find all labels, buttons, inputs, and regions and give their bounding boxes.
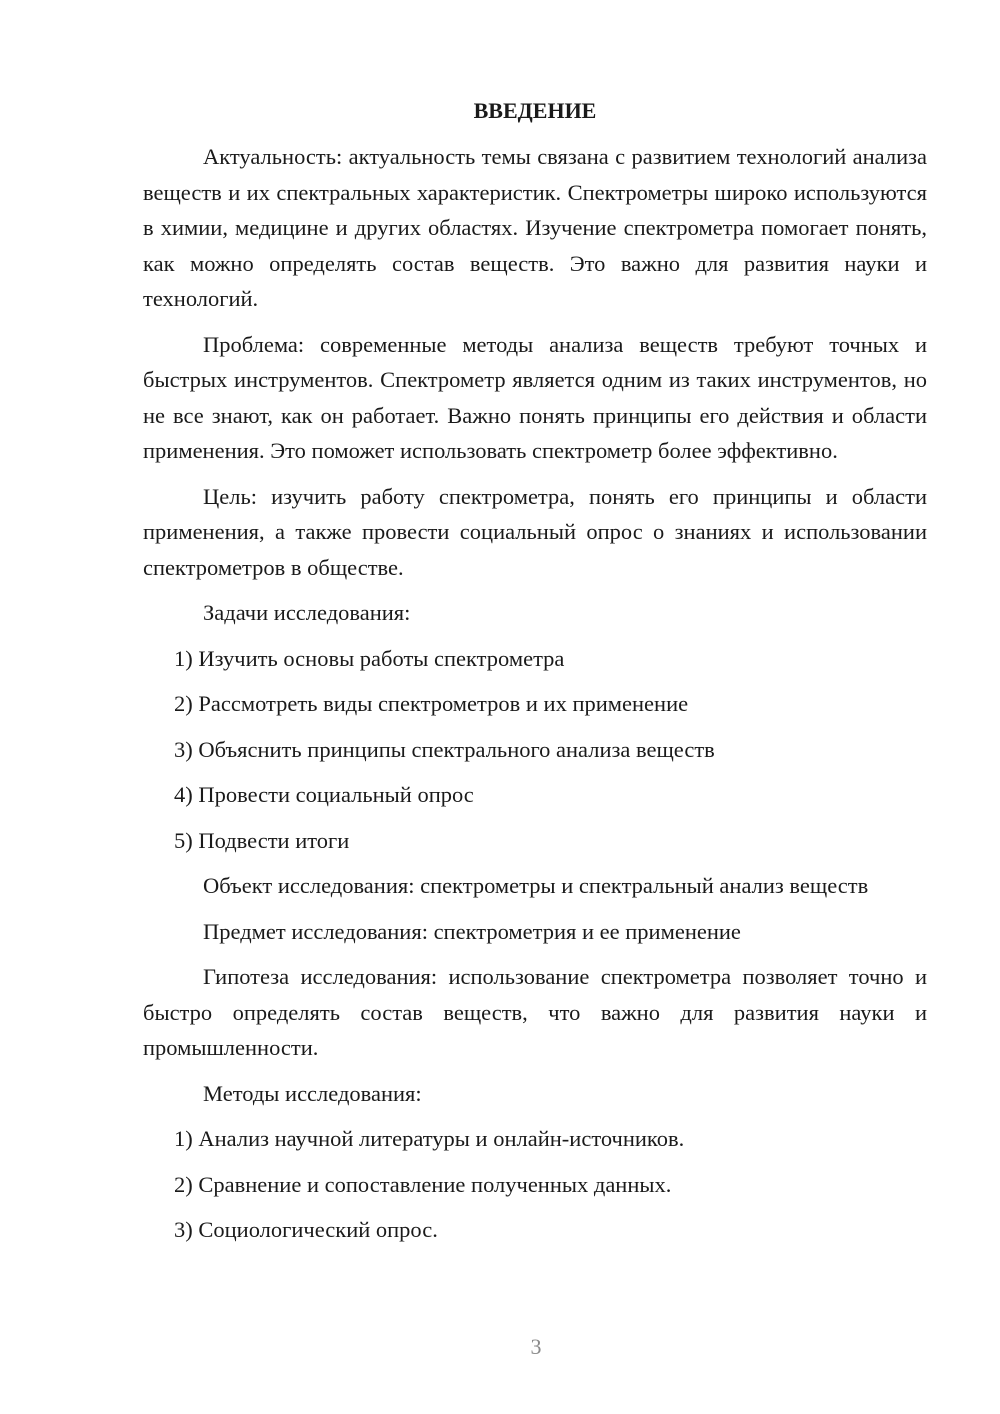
list-item-method: 1) Анализ научной литературы и онлайн-источников. xyxy=(174,1126,685,1151)
paragraph-hypothesis: Гипотеза исследования: использование спектрометра позволяет точно и быстро определять состав веществ, что важно для развития науки и промышленности. xyxy=(143,964,927,1060)
list-item-task: 5) Подвести итоги xyxy=(174,827,350,853)
paragraph-object: Объект исследования: спектрометры и спектральный анализ веществ xyxy=(203,873,869,898)
paragraph-problem: Проблема: современные методы анализа веществ требуют точных и быстрых инструментов. Спектрометр является одним из таких инструментов, но не все знают, как он работает. Важно понять принципы его действия и области применения. Это поможет использовать спектрометр более эффективно. xyxy=(143,331,927,463)
list-item-task: 3) Объяснить принципы спектрального анализа веществ xyxy=(174,736,715,762)
paragraph-subject: Предмет исследования: спектрометрия и ее применение xyxy=(203,918,741,944)
page-number: 3 xyxy=(530,1334,542,1359)
list-item-method: 2) Сравнение и сопоставление полученных данных. xyxy=(174,1171,672,1197)
list-item-method: 3) Социологический опрос. xyxy=(174,1217,438,1242)
methods-title: Методы исследования: xyxy=(203,1080,422,1106)
page-content xyxy=(143,96,927,1258)
section-heading: ВВЕДЕНИЕ xyxy=(473,98,597,123)
list-item-task: 4) Провести социальный опрос xyxy=(174,782,474,807)
list-item-task: 2) Рассмотреть виды спектрометров и их применение xyxy=(174,691,689,716)
list-item-task: 1) Изучить основы работы спектрометра xyxy=(174,645,565,671)
paragraph-relevance: Актуальность: актуальность темы связана с развитием технологий анализа веществ и их спектральных характеристик. Спектрометры широко используются в химии, медицине и других областях. Изучение спектрометра помогает понять, как можно определять состав веществ. Это важно для развития науки и технологий. xyxy=(143,144,927,311)
paragraph-goal: Цель: изучить работу спектрометра, понять его принципы и области применения, а также провести социальный опрос о знаниях и использовании спектрометров в обществе. xyxy=(143,483,927,580)
tasks-title: Задачи исследования: xyxy=(203,600,411,625)
